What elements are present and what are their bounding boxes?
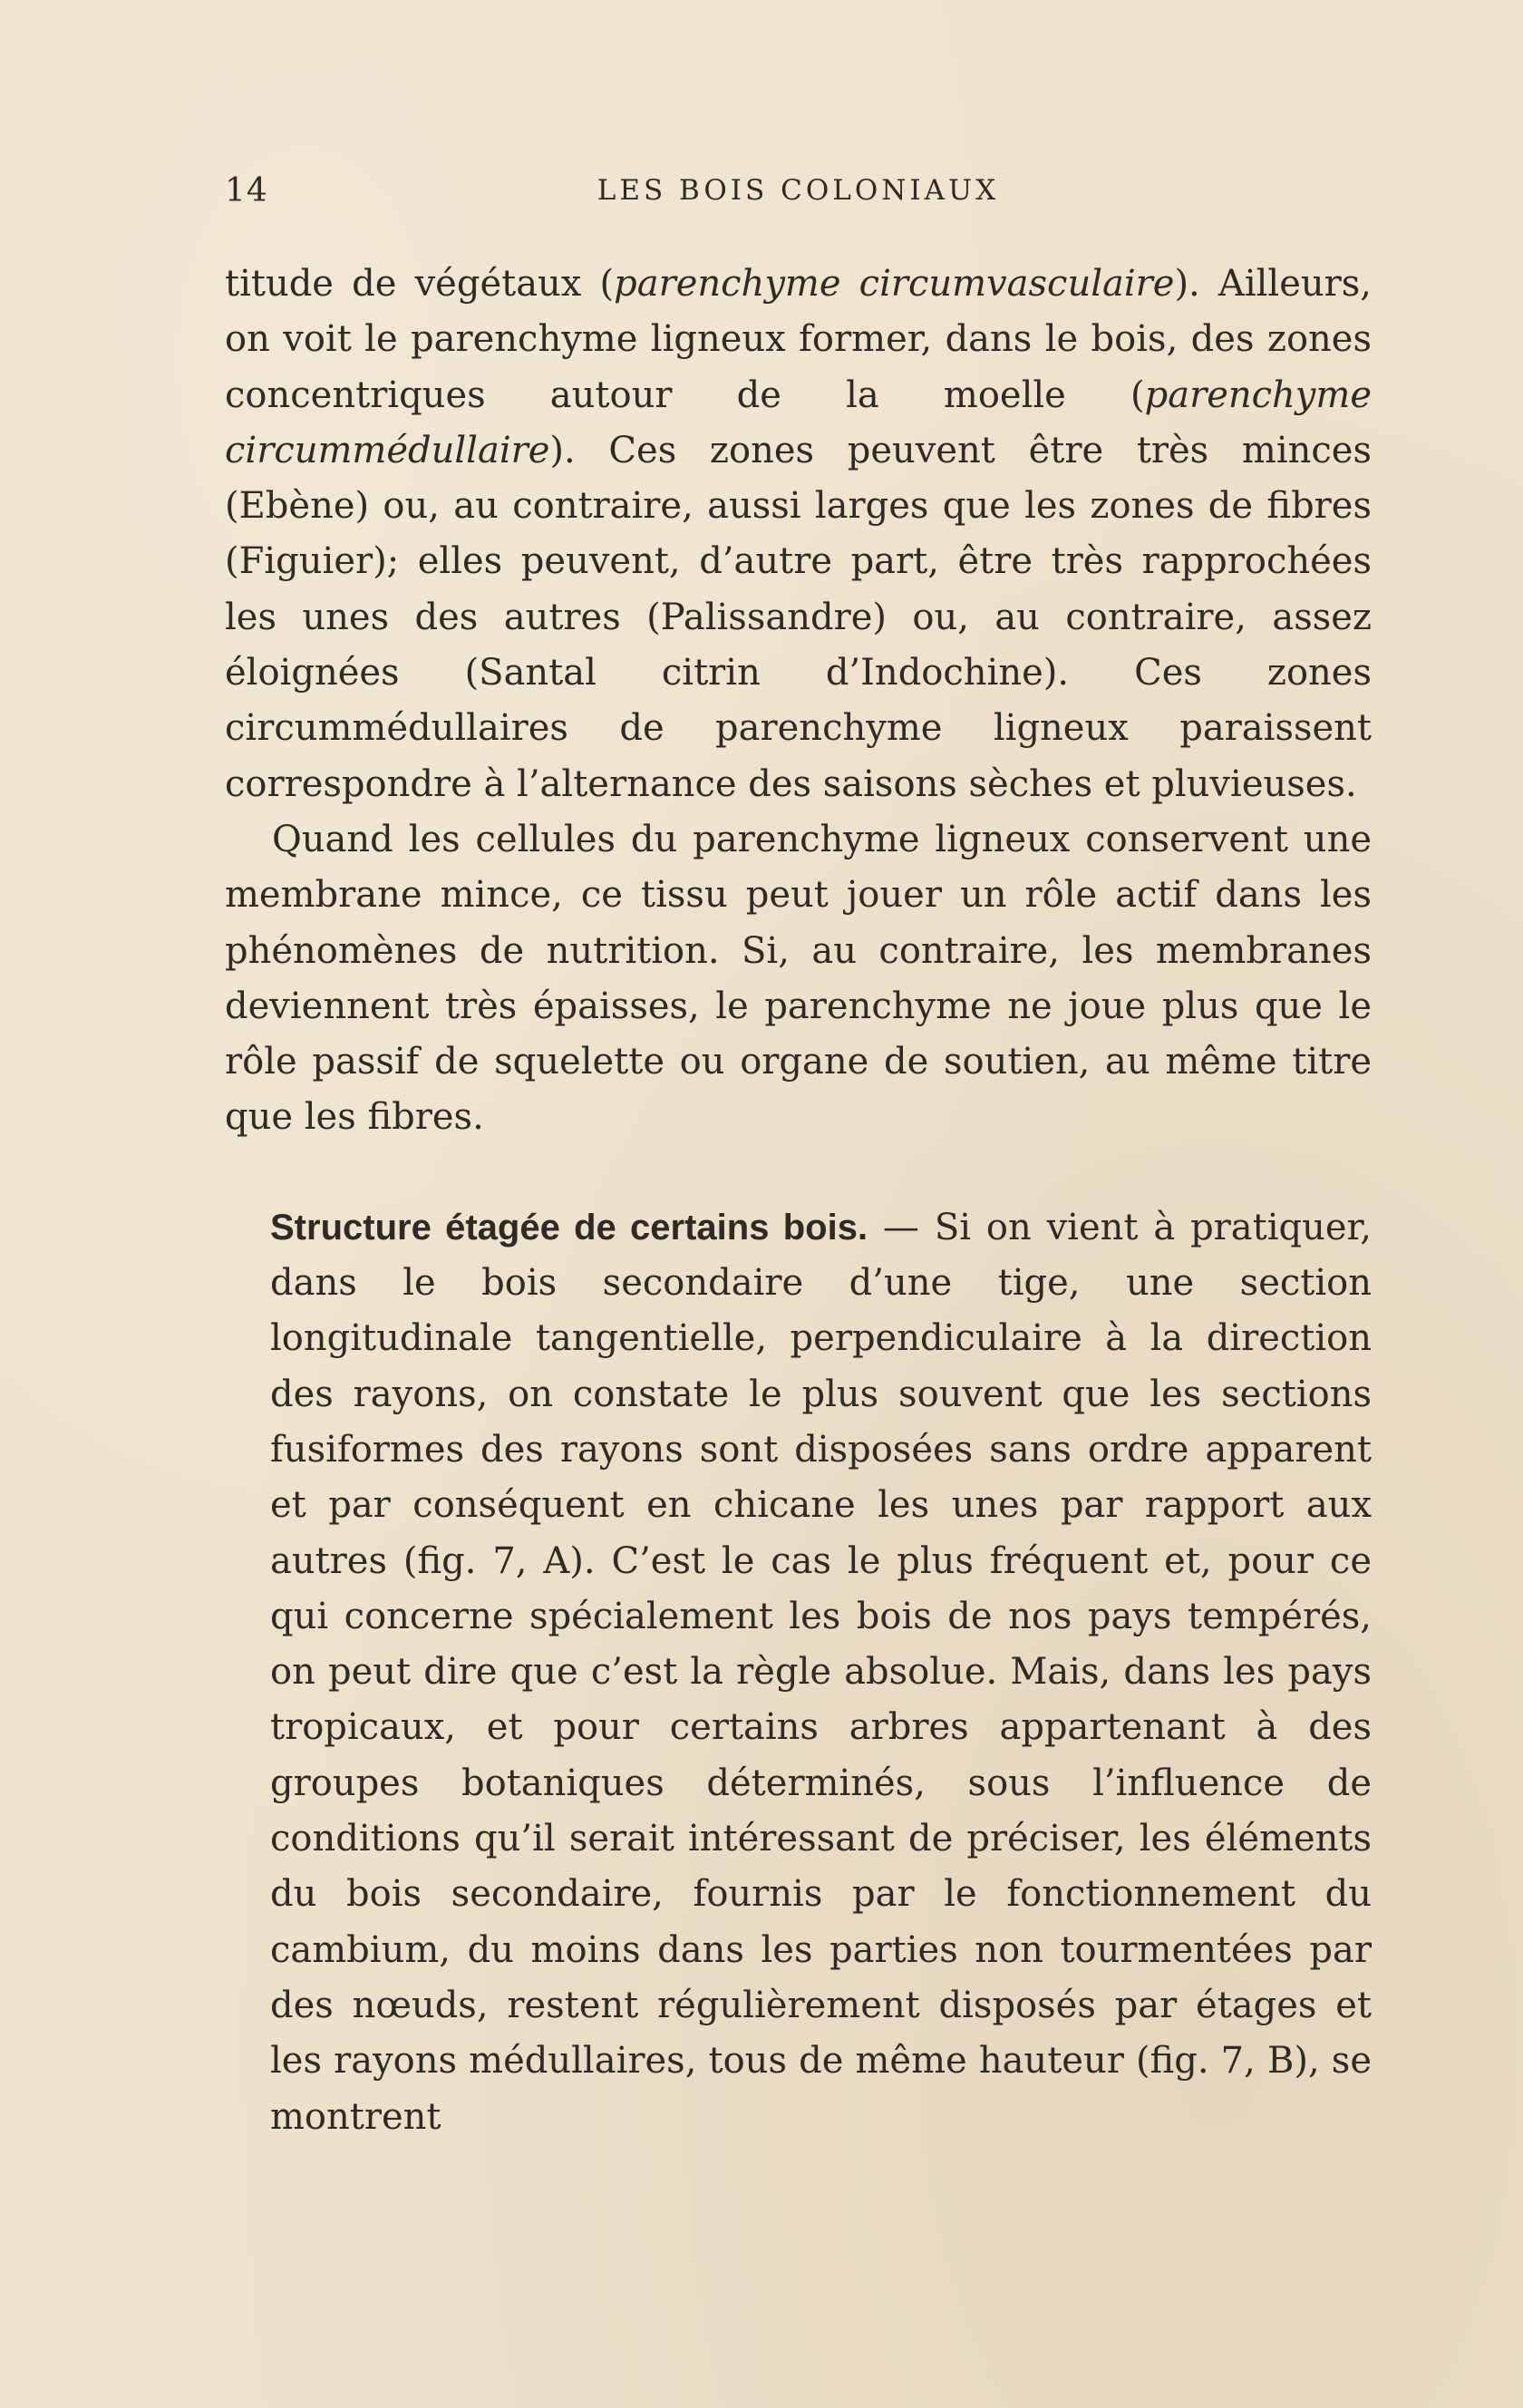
section-heading: Structure étagée de certains bois. xyxy=(270,1207,868,1248)
section-dash: — xyxy=(868,1206,935,1248)
paragraph-text: titude de végétaux ( xyxy=(225,263,615,305)
paragraph-text: ). Ailleurs, on voit le parenchyme ligneux former, dans le bois, des zones concentriques autour de la moelle ( xyxy=(225,263,1372,416)
italic-term: parenchyme circumvasculaire xyxy=(614,263,1175,305)
page-header xyxy=(225,172,1372,218)
page-number: 14 xyxy=(225,172,268,209)
body-text xyxy=(225,257,1372,2145)
section-text: Si on vient à pratiquer, dans le bois secondaire d’une tige, une section longitudinale tangentielle, perpendiculaire à la direction des rayons, on constate le plus souvent que les sections fusiformes des rayons sont disposées sans ordre apparent et par conséquent en chicane les unes par rapport aux autres (fig. 7, A). C’est le cas le plus fréquent et, pour ce qui concerne spécialement les bois de nos pays tempérés, on peut dire que c’est la règle absolue. Mais, dans les pays tropicaux, et pour certains arbres appartenant à des groupes botaniques déterminés, sous l’influence de conditions qu’il serait intéressant de préciser, les éléments du bois secondaire, fournis par le fonctionnement du cambium, du moins dans les parties non tourmentées par des nœuds, restent régulièrement disposés par étages et les rayons médullaires, tous de même hauteur (fig. 7, B), se montrent xyxy=(270,1206,1372,2138)
section-spacer xyxy=(225,1146,1372,1200)
running-title: LES BOIS COLONIAUX xyxy=(597,174,1000,207)
paragraph-parenchyme-zones xyxy=(225,257,1372,812)
paragraph-cell-membranes xyxy=(225,812,1372,1146)
section-structure-etagee xyxy=(225,1200,1372,2145)
paragraph-text: Quand les cellules du parenchyme ligneux conservent une membrane mince, ce tissu peut jouer un rôle actif dans les phénomènes de nutrition. Si, au contraire, les membranes deviennent très épaisses, le parenchyme ne joue plus que le rôle passif de squelette ou organe de soutien, au même titre que les fibres. xyxy=(225,818,1372,1139)
italic-term: parenchyme circummédullaire xyxy=(225,374,1372,471)
paragraph-text: ). Ces zones peuvent être très minces (Ebène) ou, au contraire, aussi larges que les zones de fibres (Figuier); elles peuvent, d’autre part, être très rapprochées les unes des autres (Palissandre) ou, au contraire, assez éloignées (Santal citrin d’Indochine). Ces zones circummédullaires de parenchyme ligneux paraissent correspondre à l’alternance des saisons sèches et pluvieuses. xyxy=(225,429,1372,805)
